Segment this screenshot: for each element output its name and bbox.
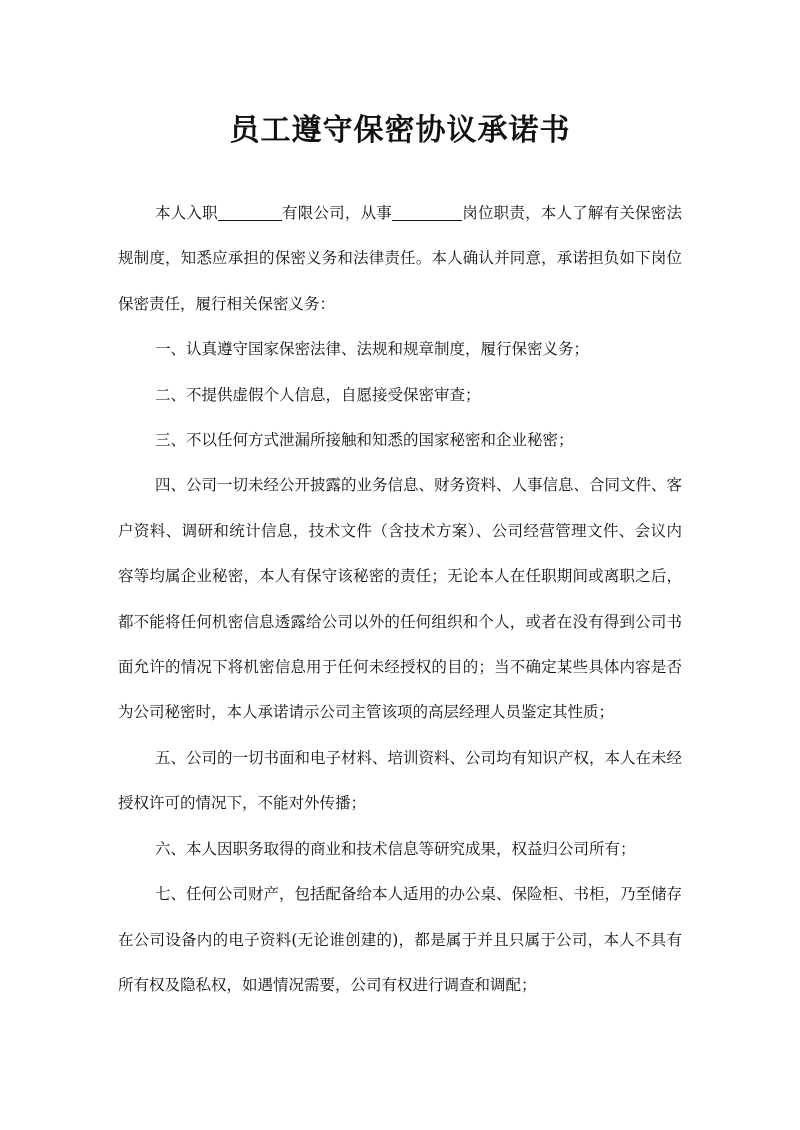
clause-4: 四、公司一切未经公开披露的业务信息、财务资料、人事信息、合同文件、客户资料、调研和统计信息，技术文件（含技术方案）、公司经营管理文件、会议内容等均属企业秘密，本人有保守该秘密的责任；无论本人在任职期间或离职之后，都不能将任何机密信息透露给公司以外的任何组织和个人，或者在没有得到公司书面允许的情况下将机密信息用于任何未经授权的目的；当不确定某些具体内容是否为公司秘密时，本人承诺请示公司主管该项的高层经理人员鉴定其性质； — [118, 476, 683, 722]
intro-text-part3: 岗位职责，本人了解有关保密法规制度，知悉应承担的保密义务和法律责任。本人确认并同意，承诺担负如下岗位保密责任，履行相关保密义务： — [118, 204, 682, 313]
document-title: 员工遵守保密协议承诺书 — [229, 113, 571, 148]
job-title-blank — [392, 205, 462, 222]
clause-3: 三、不以任何方式泄漏所接触和知悉的国家秘密和企业秘密； — [155, 431, 574, 450]
clause-1: 一、认真遵守国家保密法律、法规和规章制度，履行保密义务； — [155, 340, 590, 359]
document-body — [118, 191, 682, 1008]
company-name-blank — [218, 205, 282, 222]
intro-paragraph — [118, 191, 682, 327]
clause-7: 七、任何公司财产，包括配备给本人适用的办公桌、保险柜、书柜，乃至储存在公司设备内的电子资料(无论谁创建的)，都是属于并且只属于公司，本人不具有所有权及隐私权，如遇情况需要，公司有权进行调查和调配； — [118, 885, 683, 994]
clause-5: 五、公司的一切书面和电子材料、培训资料、公司均有知识产权，本人在未经授权许可的情况下，不能对外传播； — [118, 748, 683, 813]
intro-text-part1: 本人入职 — [155, 204, 218, 222]
clause-6: 六、本人因职务取得的商业和技术信息等研究成果，权益归公司所有； — [155, 839, 636, 858]
intro-text-part2: 有限公司，从事 — [281, 204, 393, 222]
clause-2: 二、不提供虚假个人信息，自愿接受保密审查； — [155, 385, 481, 404]
